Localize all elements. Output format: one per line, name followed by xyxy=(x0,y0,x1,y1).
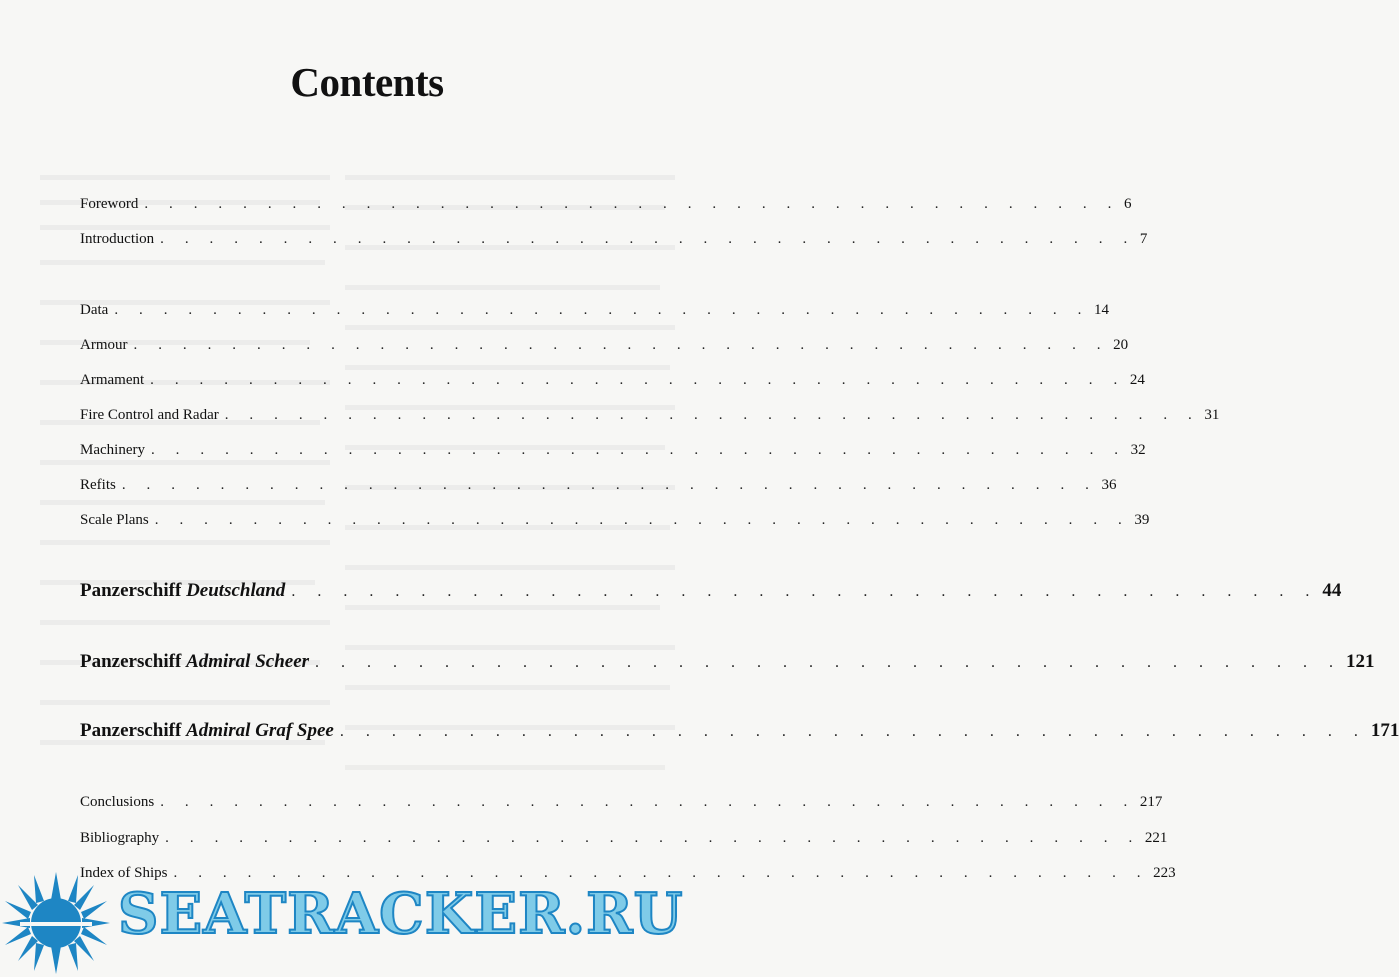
toc-leader: . . . . . . . . . . . . . . . . . . . . . . . . . . . . . . . . . . . . . . . . xyxy=(339,723,1367,740)
toc-entry-introduction[interactable] xyxy=(80,231,1148,253)
toc-leader: . . . . . . . . . . . . . . . . . . . . . . . . . . . . . . . . . . . . . . . . xyxy=(224,407,1201,423)
toc-page-number: 44 xyxy=(1322,580,1342,601)
toc-label-prefix: Panzerschiff xyxy=(80,580,187,601)
toc-page-number: 36 xyxy=(1101,477,1117,493)
toc-leader: . . . . . . . . . . . . . . . . . . . . . . . . . . . . . . . . . . . . . . . . xyxy=(150,442,1127,458)
toc-entry-refits[interactable] xyxy=(80,477,1117,499)
toc-entry-armament[interactable] xyxy=(80,372,1145,394)
toc-page-number: 7 xyxy=(1139,231,1148,247)
toc-label: Armour xyxy=(80,337,128,353)
page-title: Contents xyxy=(290,59,444,105)
toc-page-number: 20 xyxy=(1113,337,1129,353)
toc-page-number: 32 xyxy=(1130,442,1146,458)
toc-page-number: 223 xyxy=(1153,865,1176,881)
toc-ship-name: Admiral Graf Spee xyxy=(186,720,334,741)
toc-page-number: 121 xyxy=(1346,651,1375,672)
toc-page-number: 217 xyxy=(1139,794,1163,810)
toc-leader: . . . . . . . . . . . . . . . . . . . . . . . . . . . . . . . . . . . . . . . . xyxy=(133,337,1110,353)
toc-page-number: 39 xyxy=(1134,512,1150,528)
toc-entry-data[interactable] xyxy=(80,302,1109,324)
toc-ship-name: Admiral Scheer xyxy=(186,651,310,672)
toc-leader: . . . . . . . . . . . . . . . . . . . . . . . . . . . . . . . . . . . . . . . . xyxy=(160,231,1136,247)
toc-page-number: 171 xyxy=(1370,720,1399,741)
toc-leader: . . . . . . . . . . . . . . . . . . . . . . . . . . . . . . . . . . . . . . . . xyxy=(144,196,1120,212)
toc-leader: . . . . . . . . . . . . . . . . . . . . . . . . . . . . . . . . . . . . . . . . xyxy=(173,865,1150,881)
toc-label: Index of Ships xyxy=(80,865,168,881)
toc-label: Scale Plans xyxy=(80,512,149,528)
toc-leader: . . . . . . . . . . . . . . . . . . . . . . . . . . . . . . . . . . . . . . . . xyxy=(154,512,1131,528)
toc-label: Refits xyxy=(80,477,116,493)
toc-leader: . . . . . . . . . . . . . . . . . . . . . . . . . . . . . . . . . . . . . . . . xyxy=(315,654,1343,671)
toc-label-prefix: Panzerschiff xyxy=(80,651,187,672)
toc-entry-fire-control-radar[interactable] xyxy=(80,407,1220,429)
toc-leader: . . . . . . . . . . . . . . . . . . . . . . . . . . . . . . . . . . . . . . . . xyxy=(291,583,1319,600)
toc-entry-admiral-scheer[interactable] xyxy=(80,651,1375,677)
toc-entry-scale-plans[interactable] xyxy=(80,512,1150,534)
toc-entry-conclusions[interactable] xyxy=(80,794,1163,816)
toc-entry-machinery[interactable] xyxy=(80,442,1146,464)
toc-entry-deutschland[interactable] xyxy=(80,580,1342,606)
toc-ship-name: Deutschland xyxy=(186,580,286,601)
toc-leader: . . . . . . . . . . . . . . . . . . . . . . . . . . . . . . . . . . . . . . . . xyxy=(150,372,1126,388)
toc-label: Introduction xyxy=(80,231,155,247)
toc-leader: . . . . . . . . . . . . . . . . . . . . . . . . . . . . . . . . . . . . . . . . xyxy=(160,794,1136,810)
toc-leader: . . . . . . . . . . . . . . . . . . . . . . . . . . . . . . . . . . . . . . . . xyxy=(165,830,1141,846)
toc-leader: . . . . . . . . . . . . . . . . . . . . . . . . . . . . . . . . . . . . . . . . xyxy=(114,302,1090,318)
toc-entry-admiral-graf-spee[interactable] xyxy=(80,720,1399,746)
toc-label: Foreword xyxy=(80,196,139,212)
toc-page-number: 24 xyxy=(1129,372,1145,388)
toc-label: Conclusions xyxy=(80,794,155,810)
toc-entry-bibliography[interactable] xyxy=(80,830,1168,852)
toc-page-number: 221 xyxy=(1144,830,1168,846)
toc-entry-armour[interactable] xyxy=(80,337,1129,359)
toc-entry-foreword[interactable] xyxy=(80,196,1132,218)
watermark xyxy=(0,862,734,977)
toc-label: Bibliography xyxy=(80,830,160,846)
toc-page-number: 31 xyxy=(1204,407,1220,423)
toc-label xyxy=(80,651,309,673)
sun-logo-icon xyxy=(0,870,112,976)
toc-label: Data xyxy=(80,302,109,318)
toc-label xyxy=(80,580,285,602)
toc-label-prefix: Panzerschiff xyxy=(80,720,187,741)
toc-label: Fire Control and Radar xyxy=(80,407,219,423)
watermark-text: SEATRACKER.RU xyxy=(118,881,684,947)
toc-label: Armament xyxy=(80,372,145,388)
toc-label xyxy=(80,720,334,742)
toc-page-number: 6 xyxy=(1123,196,1132,212)
toc-leader: . . . . . . . . . . . . . . . . . . . . . . . . . . . . . . . . . . . . . . . . xyxy=(121,477,1098,493)
toc-page-number: 14 xyxy=(1093,302,1109,318)
toc-label: Machinery xyxy=(80,442,145,458)
